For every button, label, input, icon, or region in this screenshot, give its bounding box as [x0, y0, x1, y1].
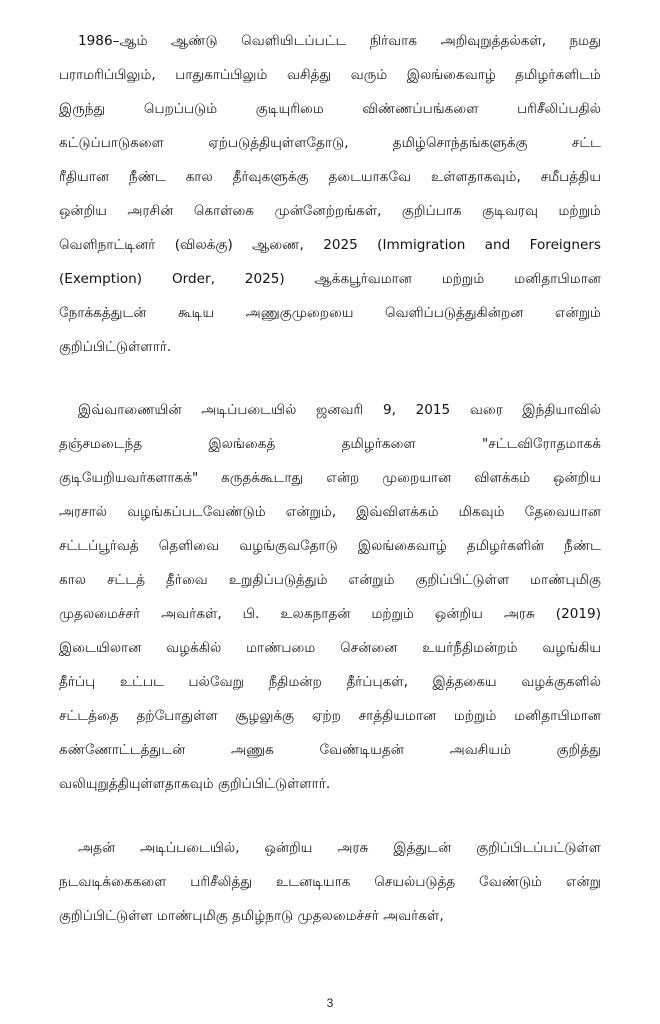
paragraph-line: முதலமைச்சர் அவர்கள், பி. உலகநாதன் மற்றும் ஒன்றிய அரசு (2019) — [59, 606, 601, 622]
paragraph-line: ரீதியான நீண்ட கால தீர்வுகளுக்கு தடையாகவே உள்ளதாகவும், சமீபத்திய — [59, 169, 601, 185]
paragraph-line: குறிப்பிட்டுள்ளார். — [59, 339, 172, 355]
paragraph-line: இருந்து பெறப்படும் குடியுரிமை விண்ணப்பங்களை பரிசீலிப்பதில் — [59, 101, 601, 117]
paragraph-line: 1986–ஆம் ஆண்டு வெளியிடப்பட்ட நிர்வாக அறிவுறுத்தல்கள், நமது — [78, 33, 601, 49]
paragraph-line: சட்டப்பூர்வத் தெளிவை வழங்குவதோடு இலங்கைவாழ் தமிழர்களின் நீண்ட — [59, 538, 601, 554]
paragraph-line: இடையிலான வழக்கில் மாண்பமை சென்னை உயர்நீதிமன்றம் வழங்கிய — [59, 640, 601, 656]
paragraph-line: ஒன்றிய அரசின் கொள்கை முன்னேற்றங்கள், குறிப்பாக குடிவரவு மற்றும் — [59, 203, 601, 219]
paragraph-line: வலியுறுத்தியுள்ளதாகவும் குறிப்பிட்டுள்ளார். — [59, 776, 331, 792]
paragraph-line: கண்ணோட்டத்துடன் அணுக வேண்டியதன் அவசியம் குறித்து — [59, 742, 601, 758]
paragraph-line: குடியேறியவர்களாகக்" கருதக்கூடாது என்ற முறையான விளக்கம் ஒன்றிய — [59, 470, 601, 486]
paragraph-line: கால சட்டத் தீர்வை உறுதிப்படுத்தும் என்றும் குறிப்பிட்டுள்ள மாண்புமிகு — [59, 572, 601, 588]
paragraph-line: நடவடிக்கைகளை பரிசீலித்து உடனடியாக செயல்படுத்த வேண்டும் என்று — [59, 874, 601, 890]
paragraph-line: சட்டத்தை தற்போதுள்ள சூழலுக்கு ஏற்ற சாத்தியமான மற்றும் மனிதாபிமான — [59, 708, 601, 724]
paragraph-line: கட்டுப்பாடுகளை ஏற்படுத்தியுள்ளதோடு, தமிழ்சொந்தங்களுக்கு சட்ட — [59, 135, 601, 151]
paragraph-line: வெளிநாட்டினர் (விலக்கு) ஆணை, 2025 (Immigration and Foreigners — [59, 237, 601, 253]
paragraph-line: குறிப்பிட்டுள்ள மாண்புமிகு தமிழ்நாடு முதலமைச்சர் அவர்கள், — [59, 908, 444, 924]
page-number: 3 — [326, 996, 334, 1010]
paragraph-line: அதன் அடிப்படையில், ஒன்றிய அரசு இத்துடன் குறிப்பிடப்பட்டுள்ள — [78, 840, 601, 856]
paragraph-line: தஞ்சமடைந்த இலங்கைத் தமிழர்களை "சட்டவிரோதமாகக் — [59, 436, 601, 452]
paragraph-line: அரசால் வழங்கப்படவேண்டும் என்றும், இவ்விளக்கம் மிகவும் தேவையான — [59, 504, 601, 520]
paragraph-line: தீர்ப்பு உட்பட பல்வேறு நீதிமன்ற தீர்ப்புகள், இத்தகைய வழக்குகளில் — [59, 674, 601, 690]
paragraph-line: (Exemption) Order, 2025) ஆக்கபூர்வமான மற்றும் மனிதாபிமான — [59, 271, 601, 287]
paragraph-line: இவ்வாணையின் அடிப்படையில் ஜனவரி 9, 2015 வரை இந்தியாவில் — [78, 402, 601, 418]
paragraph-line: நோக்கத்துடன் கூடிய அணுகுமுறையை வெளிப்படுத்துகின்றன என்றும் — [59, 305, 601, 321]
paragraph-line: பராமரிப்பிலும், பாதுகாப்பிலும் வசித்து வரும் இலங்கைவாழ் தமிழர்களிடம் — [59, 67, 601, 83]
